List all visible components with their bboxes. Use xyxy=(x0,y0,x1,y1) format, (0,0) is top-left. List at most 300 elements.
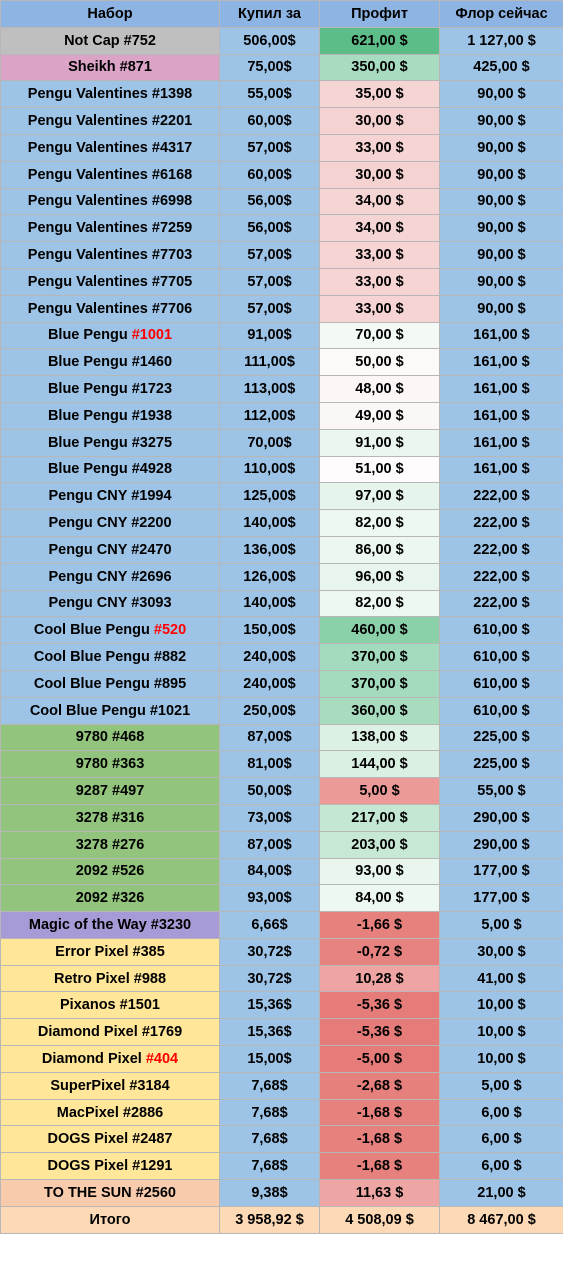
cell-floor[interactable]: 161,00 $ xyxy=(440,402,563,429)
cell-bought[interactable]: 57,00$ xyxy=(220,134,320,161)
cell-profit[interactable]: 144,00 $ xyxy=(320,751,440,778)
item-number: #7706 xyxy=(151,300,193,317)
cell-name[interactable] xyxy=(1,831,220,858)
cell-name[interactable] xyxy=(1,215,220,242)
cell-floor[interactable]: 161,00 $ xyxy=(440,349,563,376)
cell-bought[interactable]: 15,36$ xyxy=(220,992,320,1019)
item-number: #1460 xyxy=(131,354,173,371)
cell-floor[interactable]: 290,00 $ xyxy=(440,804,563,831)
cell-profit[interactable]: 33,00 $ xyxy=(320,268,440,295)
table-row xyxy=(1,108,563,135)
cell-name[interactable] xyxy=(1,858,220,885)
cell-profit[interactable]: -1,68 $ xyxy=(320,1099,440,1126)
item-number: #6998 xyxy=(151,193,193,210)
cell-bought[interactable]: 111,00$ xyxy=(220,349,320,376)
cell-profit[interactable]: 33,00 $ xyxy=(320,134,440,161)
cell-floor[interactable]: 10,00 $ xyxy=(440,1019,563,1046)
cell-bought[interactable]: 57,00$ xyxy=(220,242,320,269)
cell-bought[interactable]: 506,00$ xyxy=(220,27,320,54)
item-number: #4317 xyxy=(151,139,193,156)
item-name: Blue Pengu xyxy=(47,381,132,398)
cell-bought[interactable]: 50,00$ xyxy=(220,778,320,805)
cell-name[interactable] xyxy=(1,108,220,135)
cell-name[interactable] xyxy=(1,670,220,697)
cell-name[interactable] xyxy=(1,885,220,912)
table-row xyxy=(1,295,563,322)
cell-floor[interactable]: 90,00 $ xyxy=(440,295,563,322)
cell-floor[interactable]: 177,00 $ xyxy=(440,885,563,912)
item-name: 9287 xyxy=(75,783,113,799)
item-number: #2886 xyxy=(122,1104,164,1121)
header-floor[interactable]: Флор сейчас xyxy=(440,1,563,28)
cell-profit[interactable]: 48,00 $ xyxy=(320,376,440,403)
item-number: #468 xyxy=(112,729,145,746)
table-row xyxy=(1,885,563,912)
item-number: #1501 xyxy=(119,997,160,1014)
item-number: #2200 xyxy=(131,515,172,532)
cell-profit[interactable]: 30,00 $ xyxy=(320,161,440,188)
total-label[interactable]: Итого xyxy=(1,1206,220,1233)
item-number: #1938 xyxy=(131,407,173,424)
cell-bought[interactable]: 125,00$ xyxy=(220,483,320,510)
item-name: Cool Blue Pengu xyxy=(33,649,154,666)
table-row xyxy=(1,1046,563,1073)
item-name: TO THE SUN xyxy=(44,1184,136,1201)
cell-profit[interactable]: 370,00 $ xyxy=(320,670,440,697)
item-name: 2092 xyxy=(75,863,113,880)
cell-floor[interactable]: 161,00 $ xyxy=(440,322,563,349)
cell-name[interactable] xyxy=(1,1099,220,1126)
table-row xyxy=(1,268,563,295)
item-name: Pengu CNY xyxy=(48,515,132,532)
cell-profit[interactable]: -1,66 $ xyxy=(320,912,440,939)
table-row xyxy=(1,27,563,54)
cell-name[interactable] xyxy=(1,938,220,965)
header-row xyxy=(1,1,563,28)
item-number: #4928 xyxy=(131,461,173,478)
item-name: Blue Pengu xyxy=(47,407,132,424)
cell-floor[interactable]: 161,00 $ xyxy=(440,456,563,483)
item-name: Pengu CNY xyxy=(48,568,132,585)
cell-bought[interactable]: 9,38$ xyxy=(220,1180,320,1207)
item-number: #1994 xyxy=(131,488,172,505)
cell-floor[interactable]: 177,00 $ xyxy=(440,858,563,885)
cell-profit[interactable]: 34,00 $ xyxy=(320,188,440,215)
cell-bought[interactable]: 91,00$ xyxy=(220,322,320,349)
item-number: #988 xyxy=(133,970,167,987)
cell-bought[interactable]: 7,68$ xyxy=(220,1126,320,1153)
cell-profit[interactable]: 203,00 $ xyxy=(320,831,440,858)
cell-floor[interactable]: 290,00 $ xyxy=(440,831,563,858)
cell-bought[interactable]: 15,00$ xyxy=(220,1046,320,1073)
cell-bought[interactable]: 84,00$ xyxy=(220,858,320,885)
cell-bought[interactable]: 7,68$ xyxy=(220,1153,320,1180)
cell-name[interactable] xyxy=(1,804,220,831)
table-row xyxy=(1,858,563,885)
table-row xyxy=(1,456,563,483)
cell-name[interactable] xyxy=(1,1072,220,1099)
table-row xyxy=(1,1126,563,1153)
table-row xyxy=(1,429,563,456)
cell-profit[interactable]: 93,00 $ xyxy=(320,858,440,885)
table-row xyxy=(1,1019,563,1046)
item-number: #1291 xyxy=(132,1158,173,1175)
cell-profit[interactable]: 460,00 $ xyxy=(320,617,440,644)
cell-profit[interactable]: 97,00 $ xyxy=(320,483,440,510)
cell-bought[interactable]: 81,00$ xyxy=(220,751,320,778)
cell-bought[interactable]: 30,72$ xyxy=(220,938,320,965)
cell-bought[interactable]: 56,00$ xyxy=(220,188,320,215)
cell-floor[interactable]: 90,00 $ xyxy=(440,268,563,295)
cell-bought[interactable]: 15,36$ xyxy=(220,1019,320,1046)
cell-name[interactable] xyxy=(1,429,220,456)
item-name: 9780 xyxy=(75,729,113,746)
cell-profit[interactable]: 82,00 $ xyxy=(320,510,440,537)
cell-profit[interactable]: 138,00 $ xyxy=(320,724,440,751)
total-bought[interactable]: 3 958,92 $ xyxy=(220,1206,320,1233)
item-name: Pengu Valentines xyxy=(27,220,152,237)
item-name: Pengu CNY xyxy=(48,595,132,612)
cell-name[interactable] xyxy=(1,1153,220,1180)
cell-profit[interactable]: 217,00 $ xyxy=(320,804,440,831)
item-number: #882 xyxy=(153,649,187,666)
cell-profit[interactable]: 30,00 $ xyxy=(320,108,440,135)
cell-floor[interactable]: 222,00 $ xyxy=(440,483,563,510)
cell-floor[interactable]: 90,00 $ xyxy=(440,108,563,135)
cell-bought[interactable]: 126,00$ xyxy=(220,563,320,590)
cell-floor[interactable]: 222,00 $ xyxy=(440,536,563,563)
cell-name[interactable] xyxy=(1,295,220,322)
item-number: #326 xyxy=(112,890,145,907)
cell-profit[interactable]: 49,00 $ xyxy=(320,402,440,429)
cell-profit[interactable]: 5,00 $ xyxy=(320,778,440,805)
item-name: 9780 xyxy=(75,756,113,773)
cell-bought[interactable]: 56,00$ xyxy=(220,215,320,242)
cell-floor[interactable]: 90,00 $ xyxy=(440,188,563,215)
cell-floor[interactable]: 41,00 $ xyxy=(440,965,563,992)
cell-name[interactable] xyxy=(1,376,220,403)
cell-bought[interactable]: 70,00$ xyxy=(220,429,320,456)
cell-name[interactable] xyxy=(1,27,220,54)
cell-profit[interactable]: 50,00 $ xyxy=(320,349,440,376)
cell-floor[interactable]: 6,00 $ xyxy=(440,1099,563,1126)
cell-name[interactable] xyxy=(1,1180,220,1207)
cell-profit[interactable]: 51,00 $ xyxy=(320,456,440,483)
table-row xyxy=(1,1153,563,1180)
table-row xyxy=(1,831,563,858)
table-row xyxy=(1,161,563,188)
table-row xyxy=(1,81,563,108)
item-name: DOGS Pixel xyxy=(47,1158,133,1175)
cell-name[interactable] xyxy=(1,590,220,617)
item-name: Magic of the Way xyxy=(28,916,151,933)
cell-floor[interactable]: 6,00 $ xyxy=(440,1126,563,1153)
cell-name[interactable] xyxy=(1,536,220,563)
cell-name[interactable] xyxy=(1,1046,220,1073)
item-number: #497 xyxy=(112,783,145,799)
table-row xyxy=(1,215,563,242)
cell-name[interactable] xyxy=(1,563,220,590)
item-number: #2470 xyxy=(131,541,172,558)
cell-floor[interactable]: 610,00 $ xyxy=(440,697,563,724)
cell-name[interactable] xyxy=(1,188,220,215)
cell-bought[interactable]: 30,72$ xyxy=(220,965,320,992)
cell-name[interactable] xyxy=(1,644,220,671)
cell-profit[interactable]: 86,00 $ xyxy=(320,536,440,563)
cell-floor[interactable]: 610,00 $ xyxy=(440,670,563,697)
item-number: #2201 xyxy=(151,113,193,130)
table-row xyxy=(1,644,563,671)
item-name: Blue Pengu xyxy=(47,461,132,478)
cell-floor[interactable]: 55,00 $ xyxy=(440,778,563,805)
cell-floor[interactable]: 225,00 $ xyxy=(440,751,563,778)
table-row xyxy=(1,188,563,215)
item-name: Pengu Valentines xyxy=(27,139,152,156)
item-number: #752 xyxy=(123,32,156,49)
cell-name[interactable] xyxy=(1,402,220,429)
cell-name[interactable] xyxy=(1,81,220,108)
cell-profit[interactable]: -0,72 $ xyxy=(320,938,440,965)
item-name: Pengu CNY xyxy=(48,488,132,505)
item-name: Cool Blue Pengu xyxy=(33,675,154,692)
item-name: Pengu CNY xyxy=(48,541,132,558)
table-row xyxy=(1,778,563,805)
header-profit[interactable]: Профит xyxy=(320,1,440,28)
table-row xyxy=(1,1180,563,1207)
header-name[interactable]: Набор xyxy=(1,1,220,28)
cell-bought[interactable]: 93,00$ xyxy=(220,885,320,912)
item-number: #526 xyxy=(112,863,145,880)
table-row xyxy=(1,402,563,429)
cell-profit[interactable]: 10,28 $ xyxy=(320,965,440,992)
item-name: Cool Blue Pengu xyxy=(33,622,154,639)
cell-name[interactable] xyxy=(1,510,220,537)
cell-name[interactable] xyxy=(1,778,220,805)
item-number: #363 xyxy=(112,756,145,773)
table-row xyxy=(1,751,563,778)
item-name: Blue Pengu xyxy=(47,327,132,344)
item-name: Pengu Valentines xyxy=(27,247,152,264)
item-number-highlighted: #520 xyxy=(153,622,187,639)
cell-name[interactable] xyxy=(1,965,220,992)
cell-profit[interactable]: 82,00 $ xyxy=(320,590,440,617)
table-row xyxy=(1,670,563,697)
cell-profit[interactable]: 621,00 $ xyxy=(320,27,440,54)
item-name: MacPixel xyxy=(56,1104,123,1121)
table-row xyxy=(1,724,563,751)
cell-bought[interactable]: 7,68$ xyxy=(220,1072,320,1099)
item-number: #3093 xyxy=(131,595,172,612)
item-number: #7705 xyxy=(151,273,193,290)
cell-floor[interactable]: 30,00 $ xyxy=(440,938,563,965)
cell-floor[interactable]: 225,00 $ xyxy=(440,724,563,751)
item-name: Pengu Valentines xyxy=(27,166,152,183)
item-name: Pengu Valentines xyxy=(27,113,152,130)
item-name: Error Pixel xyxy=(55,943,133,960)
item-number-highlighted: #404 xyxy=(145,1050,179,1067)
cell-floor[interactable]: 222,00 $ xyxy=(440,563,563,590)
cell-bought[interactable]: 136,00$ xyxy=(220,536,320,563)
cell-profit[interactable]: -1,68 $ xyxy=(320,1126,440,1153)
cell-profit[interactable]: -5,00 $ xyxy=(320,1046,440,1073)
table-row xyxy=(1,510,563,537)
cell-bought[interactable]: 140,00$ xyxy=(220,510,320,537)
cell-floor[interactable]: 161,00 $ xyxy=(440,376,563,403)
cell-bought[interactable]: 112,00$ xyxy=(220,402,320,429)
cell-floor[interactable]: 610,00 $ xyxy=(440,617,563,644)
item-number: #3230 xyxy=(150,916,192,933)
item-name: Diamond Pixel xyxy=(37,1024,142,1041)
cell-floor[interactable]: 90,00 $ xyxy=(440,215,563,242)
cell-floor[interactable]: 10,00 $ xyxy=(440,992,563,1019)
item-name: Blue Pengu xyxy=(47,434,132,451)
cell-bought[interactable]: 240,00$ xyxy=(220,670,320,697)
item-number: #2696 xyxy=(131,568,172,585)
cell-profit[interactable]: 11,63 $ xyxy=(320,1180,440,1207)
cell-profit[interactable]: 370,00 $ xyxy=(320,644,440,671)
cell-bought[interactable]: 150,00$ xyxy=(220,617,320,644)
cell-floor[interactable]: 21,00 $ xyxy=(440,1180,563,1207)
cell-floor[interactable]: 161,00 $ xyxy=(440,429,563,456)
cell-floor[interactable]: 6,00 $ xyxy=(440,1153,563,1180)
cell-profit[interactable]: 34,00 $ xyxy=(320,215,440,242)
cell-bought[interactable]: 113,00$ xyxy=(220,376,320,403)
cell-name[interactable] xyxy=(1,617,220,644)
cell-profit[interactable]: -2,68 $ xyxy=(320,1072,440,1099)
table-row xyxy=(1,322,563,349)
cell-profit[interactable]: 360,00 $ xyxy=(320,697,440,724)
cell-profit[interactable]: 350,00 $ xyxy=(320,54,440,81)
cell-name[interactable] xyxy=(1,134,220,161)
item-name: Cool Blue Pengu xyxy=(29,702,150,719)
cell-profit[interactable]: 35,00 $ xyxy=(320,81,440,108)
cell-profit[interactable]: 70,00 $ xyxy=(320,322,440,349)
cell-name[interactable] xyxy=(1,1126,220,1153)
cell-profit[interactable]: -5,36 $ xyxy=(320,992,440,1019)
item-number: #2487 xyxy=(132,1131,173,1148)
total-floor[interactable]: 8 467,00 $ xyxy=(440,1206,563,1233)
cell-name[interactable] xyxy=(1,54,220,81)
cell-profit[interactable]: -5,36 $ xyxy=(320,1019,440,1046)
cell-bought[interactable]: 60,00$ xyxy=(220,108,320,135)
cell-bought[interactable]: 60,00$ xyxy=(220,161,320,188)
table-row xyxy=(1,965,563,992)
cell-name[interactable] xyxy=(1,724,220,751)
cell-name[interactable] xyxy=(1,912,220,939)
cell-floor[interactable]: 90,00 $ xyxy=(440,134,563,161)
table-row xyxy=(1,617,563,644)
cell-bought[interactable]: 240,00$ xyxy=(220,644,320,671)
item-number: #871 xyxy=(119,59,152,76)
item-name: SuperPixel xyxy=(50,1077,130,1094)
cell-name[interactable] xyxy=(1,242,220,269)
item-name: 3278 xyxy=(75,836,113,853)
cell-bought[interactable]: 57,00$ xyxy=(220,295,320,322)
cell-floor[interactable]: 222,00 $ xyxy=(440,590,563,617)
item-number: #385 xyxy=(132,943,165,960)
cell-name[interactable] xyxy=(1,751,220,778)
item-name: DOGS Pixel xyxy=(47,1131,133,1148)
cell-bought[interactable]: 55,00$ xyxy=(220,81,320,108)
cell-name[interactable] xyxy=(1,268,220,295)
cell-floor[interactable]: 90,00 $ xyxy=(440,81,563,108)
cell-profit[interactable]: -1,68 $ xyxy=(320,1153,440,1180)
item-name: Pengu Valentines xyxy=(27,86,152,103)
cell-floor[interactable]: 1 127,00 $ xyxy=(440,27,563,54)
cell-bought[interactable]: 87,00$ xyxy=(220,831,320,858)
table-row xyxy=(1,992,563,1019)
item-number: #1723 xyxy=(131,381,173,398)
item-number: #895 xyxy=(153,675,187,692)
header-bought[interactable]: Купил за xyxy=(220,1,320,28)
table-row xyxy=(1,483,563,510)
table-row xyxy=(1,938,563,965)
cell-profit[interactable]: 96,00 $ xyxy=(320,563,440,590)
cell-bought[interactable]: 250,00$ xyxy=(220,697,320,724)
total-row xyxy=(1,1206,563,1233)
cell-floor[interactable]: 90,00 $ xyxy=(440,161,563,188)
cell-floor[interactable]: 610,00 $ xyxy=(440,644,563,671)
table-row xyxy=(1,1072,563,1099)
table-body xyxy=(1,27,563,1206)
item-name: Diamond Pixel xyxy=(41,1050,146,1067)
cell-floor[interactable]: 10,00 $ xyxy=(440,1046,563,1073)
cell-bought[interactable]: 73,00$ xyxy=(220,804,320,831)
table-row xyxy=(1,54,563,81)
cell-name[interactable] xyxy=(1,992,220,1019)
cell-bought[interactable]: 110,00$ xyxy=(220,456,320,483)
cell-profit[interactable]: 33,00 $ xyxy=(320,242,440,269)
total-profit[interactable]: 4 508,09 $ xyxy=(320,1206,440,1233)
item-number: #7259 xyxy=(151,220,193,237)
item-name: 3278 xyxy=(75,809,113,826)
cell-floor[interactable]: 425,00 $ xyxy=(440,54,563,81)
cell-bought[interactable]: 75,00$ xyxy=(220,54,320,81)
cell-name[interactable] xyxy=(1,1019,220,1046)
table-row xyxy=(1,590,563,617)
cell-name[interactable] xyxy=(1,483,220,510)
item-name: 2092 xyxy=(75,890,113,907)
cell-name[interactable] xyxy=(1,161,220,188)
cell-bought[interactable]: 6,66$ xyxy=(220,912,320,939)
cell-profit[interactable]: 91,00 $ xyxy=(320,429,440,456)
cell-bought[interactable]: 140,00$ xyxy=(220,590,320,617)
table-row xyxy=(1,242,563,269)
item-number: #6168 xyxy=(151,166,193,183)
cell-profit[interactable]: 33,00 $ xyxy=(320,295,440,322)
item-number: #2560 xyxy=(135,1184,176,1201)
cell-name[interactable] xyxy=(1,697,220,724)
cell-floor[interactable]: 90,00 $ xyxy=(440,242,563,269)
item-name: Sheikh xyxy=(68,59,120,76)
item-name: Pengu Valentines xyxy=(27,273,152,290)
cell-name[interactable] xyxy=(1,322,220,349)
cell-floor[interactable]: 222,00 $ xyxy=(440,510,563,537)
item-number: #276 xyxy=(112,836,145,853)
item-number: #1398 xyxy=(151,86,193,103)
item-name: Not Cap xyxy=(64,32,124,49)
cell-bought[interactable]: 87,00$ xyxy=(220,724,320,751)
item-number: #3184 xyxy=(129,1077,170,1094)
cell-bought[interactable]: 57,00$ xyxy=(220,268,320,295)
cell-bought[interactable]: 7,68$ xyxy=(220,1099,320,1126)
cell-floor[interactable]: 5,00 $ xyxy=(440,912,563,939)
item-name: Blue Pengu xyxy=(47,354,132,371)
cell-profit[interactable]: 84,00 $ xyxy=(320,885,440,912)
cell-name[interactable] xyxy=(1,349,220,376)
cell-name[interactable] xyxy=(1,456,220,483)
cell-floor[interactable]: 5,00 $ xyxy=(440,1072,563,1099)
